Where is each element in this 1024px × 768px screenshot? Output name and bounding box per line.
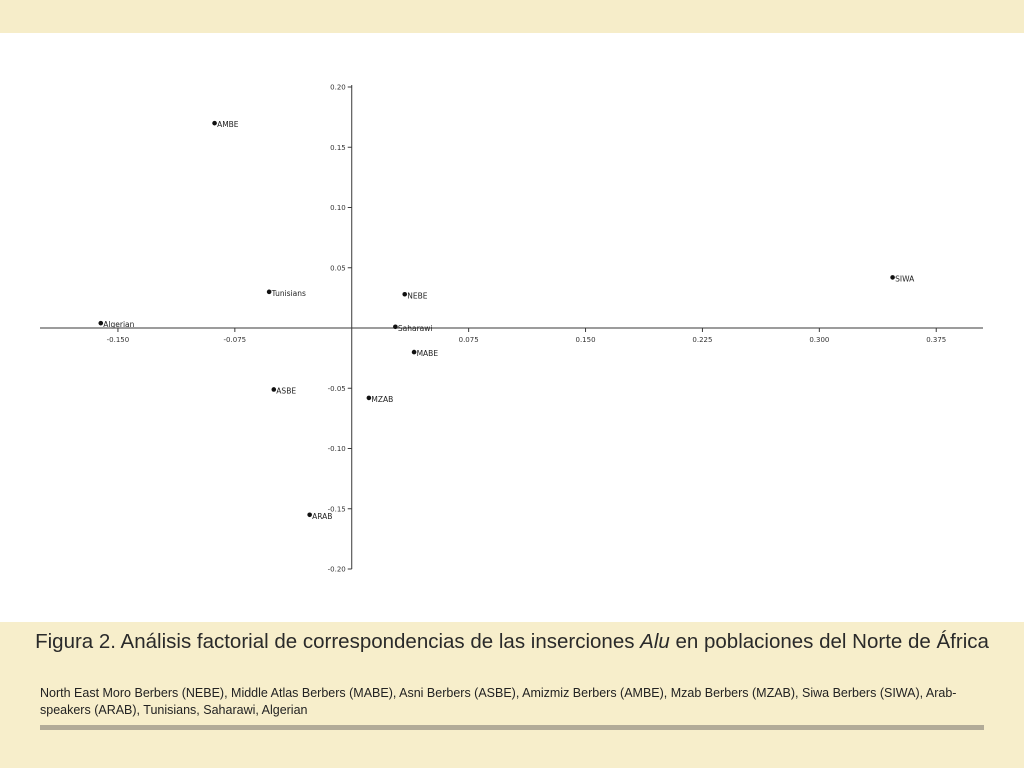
bottom-divider (40, 725, 984, 730)
y-tick-label: -0.20 (327, 565, 346, 574)
data-point-label: MZAB (371, 394, 394, 404)
data-point-label: Algerian (103, 320, 135, 330)
caption-title-after: en poblaciones del Norte de África (669, 630, 989, 653)
caption-title-italic: Alu (640, 630, 670, 653)
x-tick-label: 0.375 (926, 336, 947, 344)
scatter-chart (0, 33, 1024, 622)
data-point-label: NEBE (407, 291, 428, 301)
data-points (98, 120, 915, 521)
x-ticks (107, 328, 947, 344)
chart-panel (0, 33, 1024, 622)
x-tick-label: 0.225 (692, 336, 713, 344)
y-tick-label: 0.05 (330, 264, 346, 273)
y-tick-label: 0.20 (330, 83, 346, 92)
x-tick-label: 0.075 (458, 336, 479, 344)
caption-title-before: Figura 2. Análisis factorial de correspondencias de las inserciones (35, 630, 641, 653)
figure-caption-description: North East Moro Berbers (NEBE), Middle Atlas Berbers (MABE), Asni Berbers (ASBE), Amizmiz Berbers (AMBE), Mzab Berbers (MZAB), Siwa Berbers (SIWA), Arab-speakers (ARAB), Tunisians, Saharawi, Algerian (40, 686, 957, 717)
x-tick-label: 0.300 (809, 336, 830, 344)
data-point-label: MABE (416, 349, 439, 359)
y-tick-label: -0.10 (327, 445, 346, 453)
y-tick-label: -0.05 (327, 384, 346, 393)
top-band (0, 0, 1024, 33)
data-point-label: Saharawi (397, 323, 433, 333)
data-point-label: Tunisians (271, 288, 306, 298)
x-tick-label: -0.075 (223, 336, 247, 344)
y-tick-label: 0.15 (330, 143, 346, 152)
x-tick-label: -0.150 (106, 336, 130, 344)
x-tick-label: 0.150 (575, 336, 596, 344)
data-point-label: ARAB (312, 511, 333, 521)
y-tick-label: 0.10 (330, 204, 346, 212)
figure-caption-title (0, 630, 1024, 654)
data-point-label: SIWA (895, 274, 915, 284)
y-tick-label: -0.15 (327, 505, 346, 514)
data-point-label: ASBE (276, 386, 297, 396)
data-point-label: AMBE (217, 120, 239, 130)
